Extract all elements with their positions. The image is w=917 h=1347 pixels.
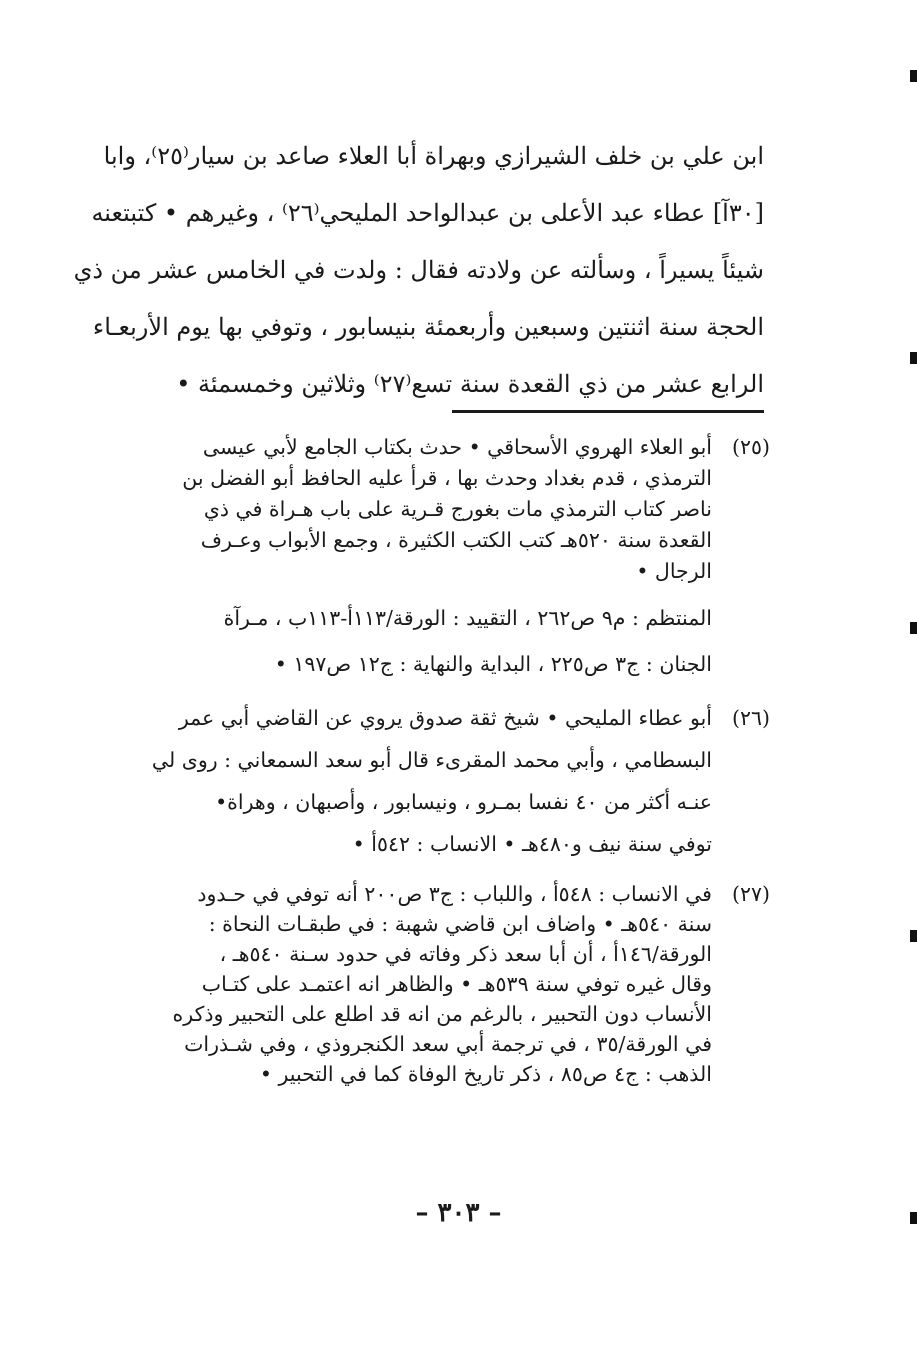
footnote-line: الورقة/١٤٦أ ، أن أبا سعد ذكر وفاته في حدود سـنة ٥٤٠هـ ،: [219, 942, 712, 966]
main-text-line: ابن علي بن خلف الشيرازي وبهراة أبا العلاء صاعد بن سيار⁽٢٥⁾، وابا: [103, 142, 764, 170]
footnote-line: القعدة سنة ٥٢٠هـ كتب الكتب الكثيرة ، وجمع الأبواب وعـرف: [200, 528, 712, 552]
scan-edge-mark: [910, 930, 917, 942]
footnote-line: عنـه أكثر من ٤٠ نفسا بمـرو ، ونيسابور ، وأصبهان ، وهراة•: [215, 790, 712, 814]
footnote-line: أبو عطاء المليحي • شيخ ثقة صدوق يروي عن القاضي أبي عمر: [178, 706, 712, 730]
footnotes-section: [122, 432, 770, 1089]
footnote-line: ناصر كتاب الترمذي مات بغورج قـرية على باب هـراة في ذي: [203, 497, 712, 521]
footnote-line: الأنساب دون التحبير ، بالرغم من انه قد اطلع على التحبير وذكره: [172, 1002, 712, 1026]
footnote-line: في الورقة/٣٥ ، في ترجمة أبي سعد الكنجروذي ، وفي شـذرات: [184, 1032, 712, 1056]
footnote-line: توفي سنة نيف و٤٨٠هـ • الانساب : ٥٤٢أ •: [352, 832, 712, 856]
footnote-separator: [452, 410, 764, 413]
footnote-source-line: المنتظم : م٩ ص٢٦٢ ، التقييد : الورقة/١١٣أ-١١٣ب ، مـرآة: [223, 606, 712, 630]
main-text-line: الحجة سنة اثنتين وسبعين وأربعمئة بنيسابور ، وتوفي بها يوم الأربعـاء: [92, 313, 764, 341]
footnote-line: الرجال •: [636, 559, 712, 583]
footnote-26: [122, 697, 770, 865]
page-number: – ٣٠٣ –: [415, 1198, 502, 1228]
footnote-line: سنة ٥٤٠هـ • واضاف ابن قاضي شهبة : في طبقـات النحاة :: [208, 912, 712, 936]
main-text-line: الرابع عشر من ذي القعدة سنة تسع⁽٢٧⁾ وثلاثين وخمسمئة •: [176, 370, 764, 398]
footnote-number: (٢٥): [731, 435, 770, 459]
footnote-line: الترمذي ، قدم بغداد وحدث بها ، قرأ عليه الحافظ أبو الفضل بن: [182, 466, 712, 490]
footnote-number: (٢٧): [731, 882, 770, 906]
footnote-line: الذهب : ج٤ ص٨٥ ، ذكر تاريخ الوفاة كما في التحبير •: [259, 1062, 712, 1086]
main-text-line: [٣٠آ] عطاء عبد الأعلى بن عبدالواحد المليحي⁽٢٦⁾ ، وغيرهم • كتبتعنه: [91, 199, 764, 227]
main-text-line: شيئاً يسيراً ، وسألته عن ولادته فقال : ولدت في الخامس عشر من ذي: [73, 256, 764, 284]
footnote-line: في الانساب : ٥٤٨أ ، واللباب : ج٣ ص٢٠٠ أنه توفي في حـدود: [197, 882, 712, 906]
footnote-line: البسطامي ، وأبي محمد المقرىء قال أبو سعد السمعاني : روى لي: [151, 748, 712, 772]
main-body-text: [73, 128, 764, 413]
scan-edge-mark: [910, 352, 917, 364]
footnote-line: وقال غيره توفي سنة ٥٣٩هـ • والظاهر انه اعتمـد على كتـاب: [201, 972, 712, 996]
scan-edge-mark: [910, 70, 917, 82]
footnote-number: (٢٦): [731, 706, 770, 730]
footnote-27: [122, 879, 770, 1089]
footnote-25-sources: [122, 595, 770, 687]
scan-edge-mark: [910, 622, 917, 634]
footnote-source-line: الجنان : ج٣ ص٢٢٥ ، البداية والنهاية : ج١٢ ص١٩٧ •: [274, 652, 712, 676]
scan-edge-mark: [910, 1212, 917, 1224]
footnote-line: أبو العلاء الهروي الأسحاقي • حدث بكتاب الجامع لأبي عيسى: [202, 435, 712, 459]
footnote-25: [122, 432, 770, 587]
